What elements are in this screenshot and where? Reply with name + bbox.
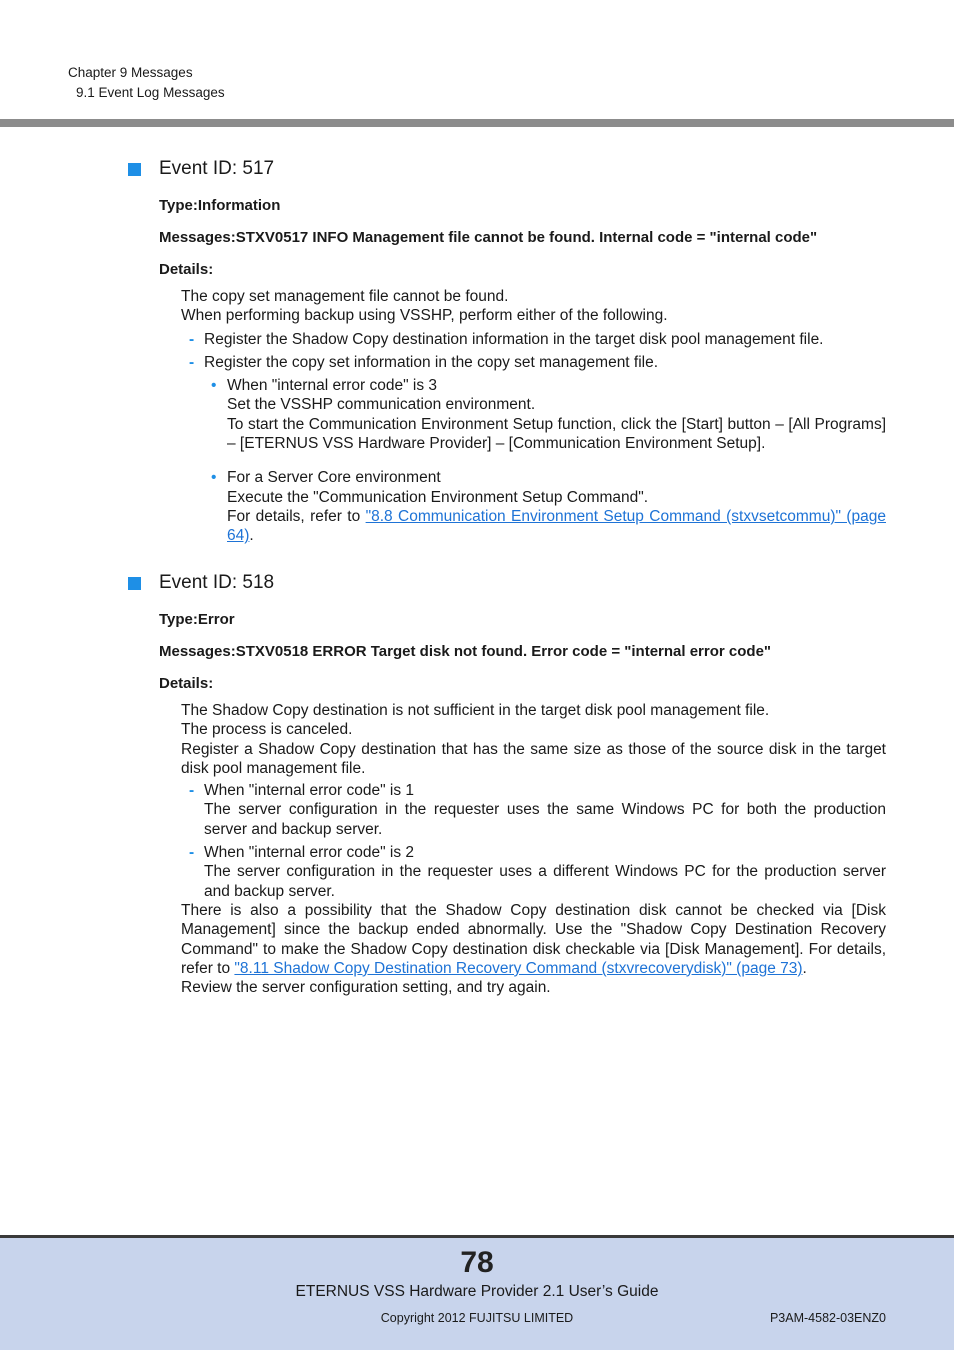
- header-divider: [0, 119, 954, 127]
- section-title: 9.1 Event Log Messages: [76, 85, 225, 100]
- running-header: [68, 63, 225, 103]
- square-bullet-icon: [128, 163, 141, 176]
- page-number: 78: [460, 1246, 494, 1279]
- guide-title: ETERNUS VSS Hardware Provider 2.1 User’s Guide: [295, 1283, 659, 1300]
- document-code: P3AM-4582-03ENZ0: [769, 1311, 886, 1325]
- list-item: - Register the Shadow Copy destination information in the target disk pool management file.: [189, 330, 824, 348]
- event-518-heading: [128, 570, 274, 596]
- cross-reference-link[interactable]: "8.8 Communication Environment Setup Command (stxvsetcommu)" (page 64): [227, 507, 886, 545]
- details-label: Details:: [159, 675, 214, 692]
- dash-bullet-icon: -: [189, 844, 195, 862]
- detail-line: Review the server configuration setting, and try again.: [181, 979, 551, 997]
- event-message: Messages:STXV0518 ERROR Target disk not found. Error code = "internal error code": [159, 643, 772, 660]
- dash-bullet-icon: -: [189, 782, 195, 800]
- detail-line: Register a Shadow Copy destination that has the same size as those of the source disk in the target disk pool management file.: [181, 740, 886, 777]
- detail-line: The copy set management file cannot be found.: [181, 288, 509, 305]
- page-footer: [0, 1235, 954, 1350]
- detail-line: The process is canceled.: [181, 721, 353, 739]
- copyright: Copyright 2012 FUJITSU LIMITED: [380, 1311, 574, 1325]
- event-517-details: [181, 287, 886, 546]
- list-item: • For a Server Core environment Execute the "Communication Environment Setup Command". For details, refer to "8.8 Communication Environment Setup Command (stxvsetcommu)" (page 64).: [211, 469, 886, 545]
- dash-bullet-icon: -: [189, 353, 195, 371]
- event-title: Event ID: 518: [159, 572, 275, 593]
- detail-line: The Shadow Copy destination is not sufficient in the target disk pool management file.: [181, 702, 770, 719]
- details-label: Details:: [159, 261, 214, 278]
- dot-bullet-icon: •: [211, 377, 217, 395]
- event-type: Type:Information: [159, 197, 281, 214]
- chapter-title: Chapter 9 Messages: [68, 65, 193, 80]
- detail-paragraph: There is also a possibility that the Shadow Copy destination disk cannot be checked via [Disk Management] since the backup ended abnormally. Use the "Shadow Copy Destination Recovery Command" to make the Shadow Copy destination disk checkable via [Disk Management]. For details, refer to "8.11 Shadow Copy Destination Recovery Command (stxvrecoverydisk)" (page 73).: [181, 901, 886, 977]
- list-item: - When "internal error code" is 2 The server configuration in the requester uses a different Windows PC for the production server and backup server.: [189, 844, 886, 900]
- dot-bullet-icon: •: [211, 469, 217, 487]
- square-bullet-icon: [128, 577, 141, 590]
- event-518-details: [181, 701, 886, 997]
- event-type: Type:Error: [159, 611, 235, 628]
- detail-line: When performing backup using VSSHP, perform either of the following.: [181, 307, 668, 325]
- dash-bullet-icon: -: [189, 330, 195, 348]
- list-item: • When "internal error code" is 3 Set the VSSHP communication environment. To start the Communication Environment Setup function, click the [Start] button – [All Programs] – [ETERNUS VSS Hardware Provider] – [Communication Environment Setup].: [211, 377, 886, 453]
- cross-reference-link[interactable]: "8.11 Shadow Copy Destination Recovery Command (stxvrecoverydisk)" (page 73): [234, 959, 803, 977]
- event-message: Messages:STXV0517 INFO Management file cannot be found. Internal code = "internal code": [159, 229, 818, 246]
- event-title: Event ID: 517: [159, 158, 275, 179]
- list-item: - When "internal error code" is 1 The server configuration in the requester uses the same Windows PC for both the production server and backup server.: [189, 782, 886, 838]
- list-item: - Register the copy set information in the copy set management file.: [189, 353, 659, 371]
- event-517-heading: [128, 156, 274, 182]
